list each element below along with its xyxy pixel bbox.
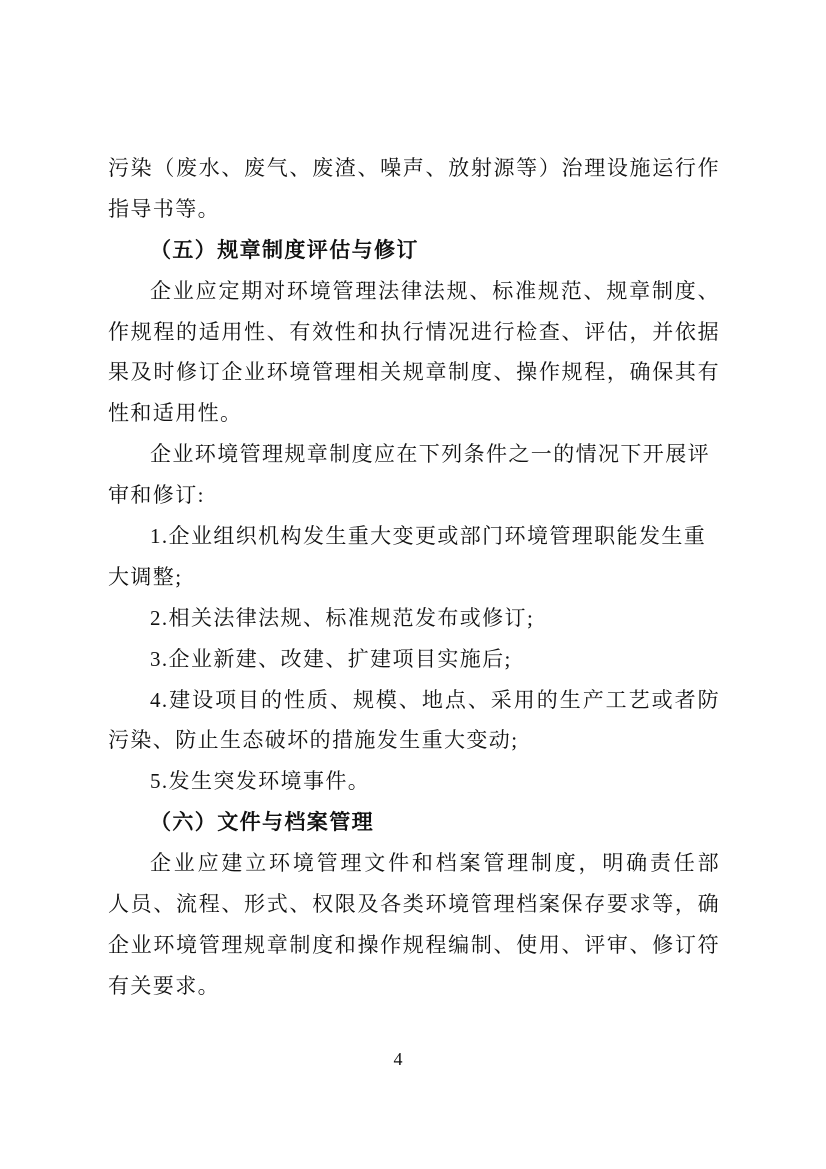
list-item-1-cont: 大调整; — [108, 564, 183, 589]
list-item-4-cont: 污染、防止生态破坏的措施发生重大变动; — [108, 728, 519, 753]
paragraph-line: 有关要求。 — [108, 973, 220, 998]
list-item-5: 5.发生突发环境事件。 — [150, 769, 371, 794]
paragraph-line: 企业环境管理规章制度和操作规程编制、使用、评审、修订符 — [108, 932, 720, 957]
paragraph-line: 审和修订: — [108, 483, 205, 508]
paragraph-line: 人员、流程、形式、权限及各类环境管理档案保存要求等，确 — [108, 892, 720, 917]
paragraph-line: 性和适用性。 — [108, 401, 243, 426]
paragraph-line: 企业环境管理规章制度应在下列条件之一的情况下开展评 — [150, 442, 710, 467]
paragraph-line: 作规程的适用性、有效性和执行情况进行检查、评估，并依据 — [108, 319, 720, 344]
list-item-4: 4.建设项目的性质、规模、地点、采用的生产工艺或者防 — [150, 687, 720, 712]
paragraph-line: 指导书等。 — [108, 196, 220, 221]
paragraph-line: 污染（废水、废气、废渣、噪声、放射源等）治理设施运行作 — [108, 156, 720, 180]
paragraph-line: 企业应建立环境管理文件和档案管理制度，明确责任部 — [150, 851, 720, 876]
list-item-1: 1.企业组织机构发生重大变更或部门环境管理职能发生重 — [150, 524, 707, 549]
list-item-2: 2.相关法律法规、标准规范发布或修订; — [150, 605, 535, 630]
paragraph-line: 企业应定期对环境管理法律法规、标准规范、规章制度、 — [150, 278, 720, 303]
page-number: 4 — [393, 1049, 403, 1069]
section-heading-6: （六）文件与档案管理 — [150, 810, 374, 835]
document-body — [108, 148, 720, 1007]
paragraph-line: 果及时修订企业环境管理相关规章制度、操作规程，确保其有 — [108, 360, 720, 385]
section-heading-5: （五）规章制度评估与修订 — [150, 237, 419, 262]
list-item-3: 3.企业新建、改建、扩建项目实施后; — [150, 646, 512, 671]
